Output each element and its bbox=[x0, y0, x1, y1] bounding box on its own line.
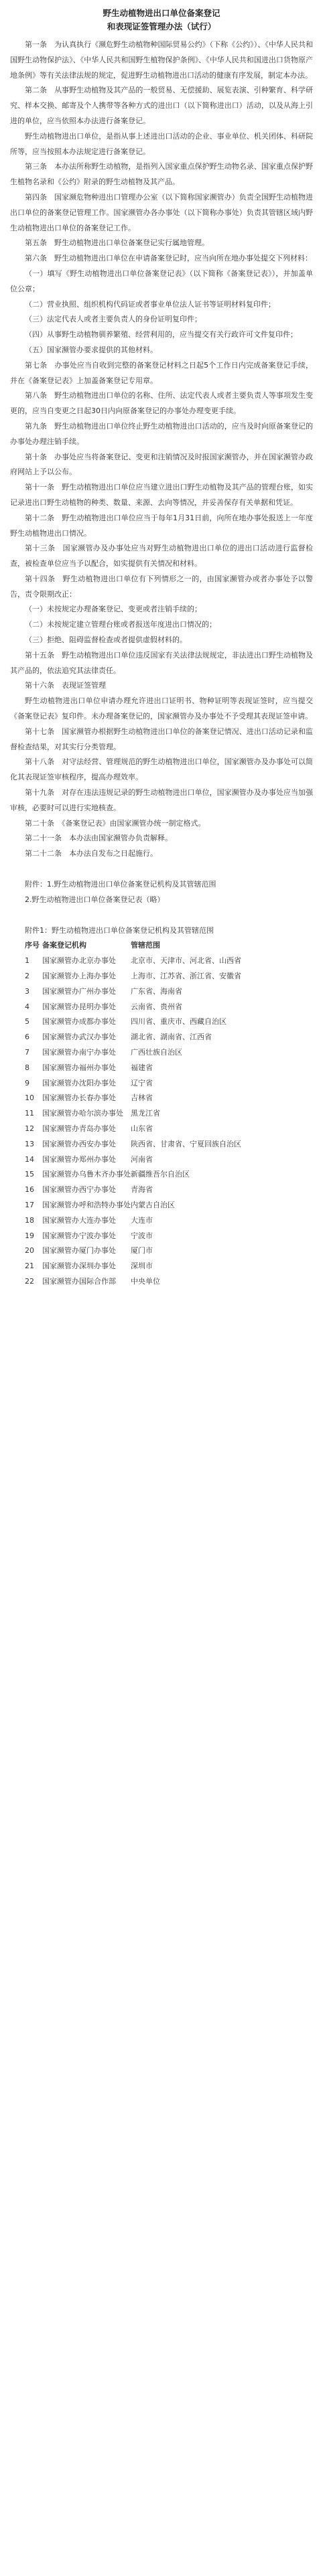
paragraph: 第二条 从事野生动植物及其产品的一般贸易、无偿援助、展览表演、引种繁育、科学研究、样本交换、邮寄及个人携带等各种方式的进出口（以下简称进出口）活动，以及从海上引进的单位，应当依照本办法进行备案登记。 bbox=[10, 86, 313, 125]
table-cell-agency: 国家濒管办呼和浩特办事处 bbox=[42, 1200, 131, 1209]
paragraph: 第二十条 《备案登记表》由国家濒管办统一制定格式。 bbox=[25, 818, 206, 828]
paragraph: 第十五条 野生动植物进出口单位违反国家有关法律法规规定，非法进出口野生动植物及其产品的，依法追究其法律责任。 bbox=[10, 650, 313, 675]
table-cell-scope: 湖北省、湖南省、江西省 bbox=[131, 1033, 212, 1042]
table-row bbox=[10, 1030, 313, 1045]
table-row bbox=[10, 1106, 313, 1122]
table-row bbox=[10, 1213, 313, 1229]
table-cell-agency: 国家濒管办国际合作部 bbox=[42, 1276, 116, 1286]
table-cell-no: 1 bbox=[25, 956, 29, 966]
table-cell-scope: 辽宁省 bbox=[131, 1078, 153, 1087]
paragraph: 第十六条 表现证签管理 bbox=[25, 681, 106, 690]
table-cell-agency: 国家濒管办成都办事处 bbox=[42, 1017, 116, 1027]
table-cell-no: 3 bbox=[25, 986, 29, 996]
table-cell-scope: 河南省 bbox=[131, 1154, 153, 1164]
table-cell-agency: 国家濒管办北京办事处 bbox=[42, 956, 116, 966]
table-cell-no: 14 bbox=[25, 1154, 34, 1164]
table-cell-scope: 吉林省 bbox=[131, 1093, 153, 1103]
appendix-item: 附件：1.野生动植物进出口单位备案登记机构及其管辖范围 bbox=[25, 880, 216, 889]
paragraph: 第十九条 对存在违法违规记录的野生动植物进出口单位，国家濒管办及办事处应当加强审核，必要时可以进行实地核查。 bbox=[10, 788, 313, 812]
table-row bbox=[10, 1243, 313, 1259]
table-cell-no: 2 bbox=[25, 972, 29, 981]
table-cell-no: 17 bbox=[25, 1200, 34, 1209]
paragraph: （二）未按规定建立管理台账或者报送年度进出口情况的； bbox=[25, 620, 216, 629]
table-cell-scope: 山东省 bbox=[131, 1124, 153, 1133]
paragraph: 第十三条 国家濒管办及办事处应当对野生动植物进出口单位的进出口活动进行监督检查，被检查单位应当予以配合，如实提供有关情况和材料。 bbox=[10, 544, 313, 569]
table-cell-no: 7 bbox=[25, 1048, 29, 1057]
table-cell-agency: 国家濒管办青岛办事处 bbox=[42, 1124, 116, 1133]
table-row bbox=[10, 1014, 313, 1030]
table-cell-agency: 国家濒管办广州办事处 bbox=[42, 986, 116, 996]
table-header-row bbox=[10, 938, 313, 954]
table-cell-no: 8 bbox=[25, 1063, 29, 1072]
spacer bbox=[10, 862, 313, 877]
table-cell-no: 9 bbox=[25, 1078, 29, 1087]
table-cell-scope: 上海市、江苏省、浙江省、安徽省 bbox=[131, 972, 241, 981]
spacer bbox=[10, 908, 313, 923]
table-cell-no: 20 bbox=[25, 1246, 34, 1256]
appendix-item: 2.野生动植物进出口单位备案登记表（略） bbox=[25, 895, 165, 904]
paragraph: （三）法定代表人或者主要负责人的身份证明复印件； bbox=[25, 315, 202, 324]
paragraph: 第二十一条 本办法由国家濒管办负责解释。 bbox=[25, 834, 172, 843]
table-cell-agency: 国家濒管办厦门办事处 bbox=[42, 1246, 116, 1256]
paragraph: 第十二条 野生动植物进出口单位应当于每年1月31日前，向所在地办事处报送上一年度野生动植物进出口情况。 bbox=[10, 513, 313, 538]
table-cell-scope: 大连市 bbox=[131, 1215, 153, 1225]
table-row bbox=[10, 1198, 313, 1213]
table-cell-scope: 黑龙江省 bbox=[131, 1109, 160, 1118]
table-cell-no: 18 bbox=[25, 1215, 34, 1225]
table-cell-no: 6 bbox=[25, 1033, 29, 1042]
table-rows bbox=[10, 954, 313, 1290]
table-row bbox=[10, 1122, 313, 1137]
table-cell-no: 5 bbox=[25, 1017, 29, 1027]
table-cell-no: 21 bbox=[25, 1262, 34, 1271]
table-row bbox=[10, 1076, 313, 1091]
paragraph: 第七条 办事处应当自收到完整的备案登记材料之日起5个工作日内完成备案登记手续，并在《备案登记表》上加盖备案登记专用章。 bbox=[10, 360, 313, 385]
table-cell-scope: 厦门市 bbox=[131, 1246, 153, 1256]
table-cell-scope: 四川省、重庆市、西藏自治区 bbox=[131, 1017, 227, 1027]
table-cell-scope: 新疆维吾尔自治区 bbox=[131, 1170, 190, 1179]
table-cell-agency: 国家濒管办西安办事处 bbox=[42, 1139, 116, 1148]
paragraph: 第一条 为认真执行《濒危野生动植物种国际贸易公约》（下称《公约》）、《中华人民共和国野生动物保护法》、《中华人民共和国野生植物保护条例》、《中华人民共和国进出口货物原产地条例》等有关法律法规的规定，促进野生动植物进出口活动的健康有序发展，制定本办法。 bbox=[10, 40, 313, 80]
paragraph: 野生动植物进出口单位申请办理允许进出口证明书、物种证明等表现证签时，应当提交《备案登记表》复印件。未办理备案登记的，国家濒管办及办事处不予受理其表现证签申请。 bbox=[10, 696, 313, 721]
table-cell-scope: 宁波市 bbox=[131, 1231, 153, 1240]
table-cell-agency: 国家濒管办宁波办事处 bbox=[42, 1231, 116, 1240]
table-cell-agency: 国家濒管办南宁办事处 bbox=[42, 1048, 116, 1057]
paragraph: 第十七条 国家濒管办根据野生动植物进出口单位的备案登记情况、进出口活动记录和监督检查结果，对其实行分类管理。 bbox=[10, 727, 313, 751]
table-row bbox=[10, 969, 313, 984]
table-cell-no: 10 bbox=[25, 1093, 34, 1103]
table-cell-scope: 青海省 bbox=[131, 1185, 153, 1195]
table-row bbox=[10, 954, 313, 969]
paragraph: 第八条 野生动植物进出口单位的名称、住所、法定代表人或者主要负责人等事项发生变更的，应当自变更之日起30日内向原备案登记的办事处办理变更手续。 bbox=[10, 391, 313, 416]
table-cell-agency: 国家濒管办福州办事处 bbox=[42, 1063, 116, 1072]
header-cell-no: 序号 bbox=[25, 941, 40, 950]
table-row bbox=[10, 1091, 313, 1106]
table-row bbox=[10, 1274, 313, 1290]
paragraph: （三）拒绝、阻碍监督检查或者提供虚假材料的。 bbox=[25, 635, 187, 645]
table-cell-agency: 国家濒管办乌鲁木齐办事处 bbox=[42, 1170, 131, 1179]
paragraph: （二）营业执照、组织机构代码证或者事业单位法人证书等证明材料复印件； bbox=[25, 299, 275, 309]
title-line-1: 野生动植物进出口单位备案登记 bbox=[103, 8, 220, 18]
table-cell-scope: 云南省、贵州省 bbox=[131, 1002, 182, 1011]
table-row bbox=[10, 1152, 313, 1168]
table-row bbox=[10, 1061, 313, 1076]
table-cell-scope: 陕西省、甘肃省、宁夏回族自治区 bbox=[131, 1139, 241, 1148]
table-cell-no: 12 bbox=[25, 1124, 34, 1133]
table-cell-no: 11 bbox=[25, 1109, 34, 1118]
paragraph: （五）国家濒管办要求提供的其他材料。 bbox=[25, 345, 157, 354]
table-row bbox=[10, 1000, 313, 1015]
table-cell-scope: 中央单位 bbox=[131, 1276, 160, 1286]
table-row bbox=[10, 1045, 313, 1061]
table-cell-agency: 国家濒管办郑州办事处 bbox=[42, 1154, 116, 1164]
table-cell-no: 16 bbox=[25, 1185, 34, 1195]
table-cell-no: 4 bbox=[25, 1002, 29, 1011]
header-cell-agency: 备案登记机构 bbox=[42, 941, 86, 950]
paragraph: 第五条 野生动植物进出口单位备案登记实行属地管理。 bbox=[25, 238, 209, 248]
table-cell-agency: 国家濒管办武汉办事处 bbox=[42, 1033, 116, 1042]
paragraph: （一）填写《野生动植物进出口单位备案登记表》（以下简称《备案登记表》），并加盖单位公章； bbox=[10, 269, 313, 293]
table-cell-agency: 国家濒管办大连办事处 bbox=[42, 1215, 116, 1225]
table-cell-agency: 国家濒管办西宁办事处 bbox=[42, 1185, 116, 1195]
paragraph: 野生动植物进出口单位，是指从事上述进出口活动的企业、事业单位、机关团体、科研院所等，应当按照本办法规定进行备案登记。 bbox=[10, 131, 313, 156]
table-cell-scope: 深圳市 bbox=[131, 1262, 153, 1271]
appendix-heading: 附件1：野生动植物进出口单位备案登记机构及其管辖范围 bbox=[25, 925, 214, 935]
table-row bbox=[10, 1229, 313, 1244]
table-cell-agency: 国家濒管办哈尔滨办事处 bbox=[42, 1109, 123, 1118]
table-cell-agency: 国家濒管办昆明办事处 bbox=[42, 1002, 116, 1011]
table-cell-agency: 国家濒管办深圳办事处 bbox=[42, 1262, 116, 1271]
paragraph: 第三条 本办法所称野生动植物，是指列入国家重点保护野生动物名录、国家重点保护野生植物名录和《公约》附录的野生动植物及其产品。 bbox=[10, 162, 313, 187]
paragraph: 第九条 野生动植物进出口单位终止野生动植物进出口活动的，应当及时向原备案登记的办事处办理注销手续。 bbox=[10, 421, 313, 446]
table-cell-agency: 国家濒管办长春办事处 bbox=[42, 1093, 116, 1103]
paragraph: （一）未按规定办理备案登记、变更或者注销手续的； bbox=[25, 605, 202, 614]
table-row bbox=[10, 1167, 313, 1183]
table-cell-no: 19 bbox=[25, 1231, 34, 1240]
title-line-2: 和表现证签管理办法（试行） bbox=[107, 21, 216, 31]
table-cell-scope: 福建省 bbox=[131, 1063, 153, 1072]
table-cell-scope: 广东省、海南省 bbox=[131, 986, 182, 996]
table-cell-scope: 广西壮族自治区 bbox=[131, 1048, 182, 1057]
paragraph: 第十一条 野生动植物进出口单位应当建立进出口野生动植物及其产品的管理台账，如实记录进出口野生动植物的种类、数量、来源、去向等情况，并妥善保存有关单据和凭证。 bbox=[10, 483, 313, 507]
table-cell-scope: 内蒙古自治区 bbox=[131, 1200, 175, 1209]
table-row bbox=[10, 1259, 313, 1274]
header-cell-scope: 管辖范围 bbox=[131, 941, 160, 950]
document-title bbox=[10, 7, 313, 33]
paragraph: 第十条 办事处应当将备案登记、变更和注销情况及时报国家濒管办，并在国家濒管办政府网站上予以公布。 bbox=[10, 452, 313, 477]
table-cell-agency: 国家濒管办上海办事处 bbox=[42, 972, 116, 981]
appendix-list bbox=[10, 877, 313, 938]
table-cell-no: 13 bbox=[25, 1139, 34, 1148]
table-cell-agency: 国家濒管办沈阳办事处 bbox=[42, 1078, 116, 1087]
paragraph: 第二十二条 本办法自发布之日起施行。 bbox=[25, 849, 157, 858]
paragraph: （四）从事野生动植物驯养繁殖、经营利用的，应当提交有关行政许可文件复印件； bbox=[25, 330, 298, 339]
table-cell-scope: 北京市、天津市、河北省、山西省 bbox=[131, 956, 241, 966]
table-row bbox=[10, 1137, 313, 1152]
document-body bbox=[10, 37, 313, 862]
paragraph: 第十八条 对守法经营、管理规范的野生动植物进出口单位，国家濒管办及办事处可以简化其表现证签审核程序，提高办理效率。 bbox=[10, 757, 313, 782]
jurisdiction-table bbox=[10, 938, 313, 1289]
table-cell-no: 15 bbox=[25, 1170, 34, 1179]
paragraph: 第六条 野生动植物进出口单位在申请备案登记时，应当向所在地办事处提交下列材料： bbox=[25, 254, 312, 263]
paragraph: 第十四条 野生动植物进出口单位有下列情形之一的，由国家濒管办或者办事处予以警告，责令限期改正： bbox=[10, 574, 313, 599]
table-cell-no: 22 bbox=[25, 1276, 34, 1286]
table-row bbox=[10, 1183, 313, 1198]
paragraph: 第四条 国家濒危物种进出口管理办公室（以下简称国家濒管办）负责全国野生动植物进出口单位的备案登记管理工作。国家濒管办各办事处（以下简称办事处）负责其管辖区域内野生动植物进出口单位的备案登记工作。 bbox=[10, 192, 313, 232]
table-row bbox=[10, 984, 313, 1000]
